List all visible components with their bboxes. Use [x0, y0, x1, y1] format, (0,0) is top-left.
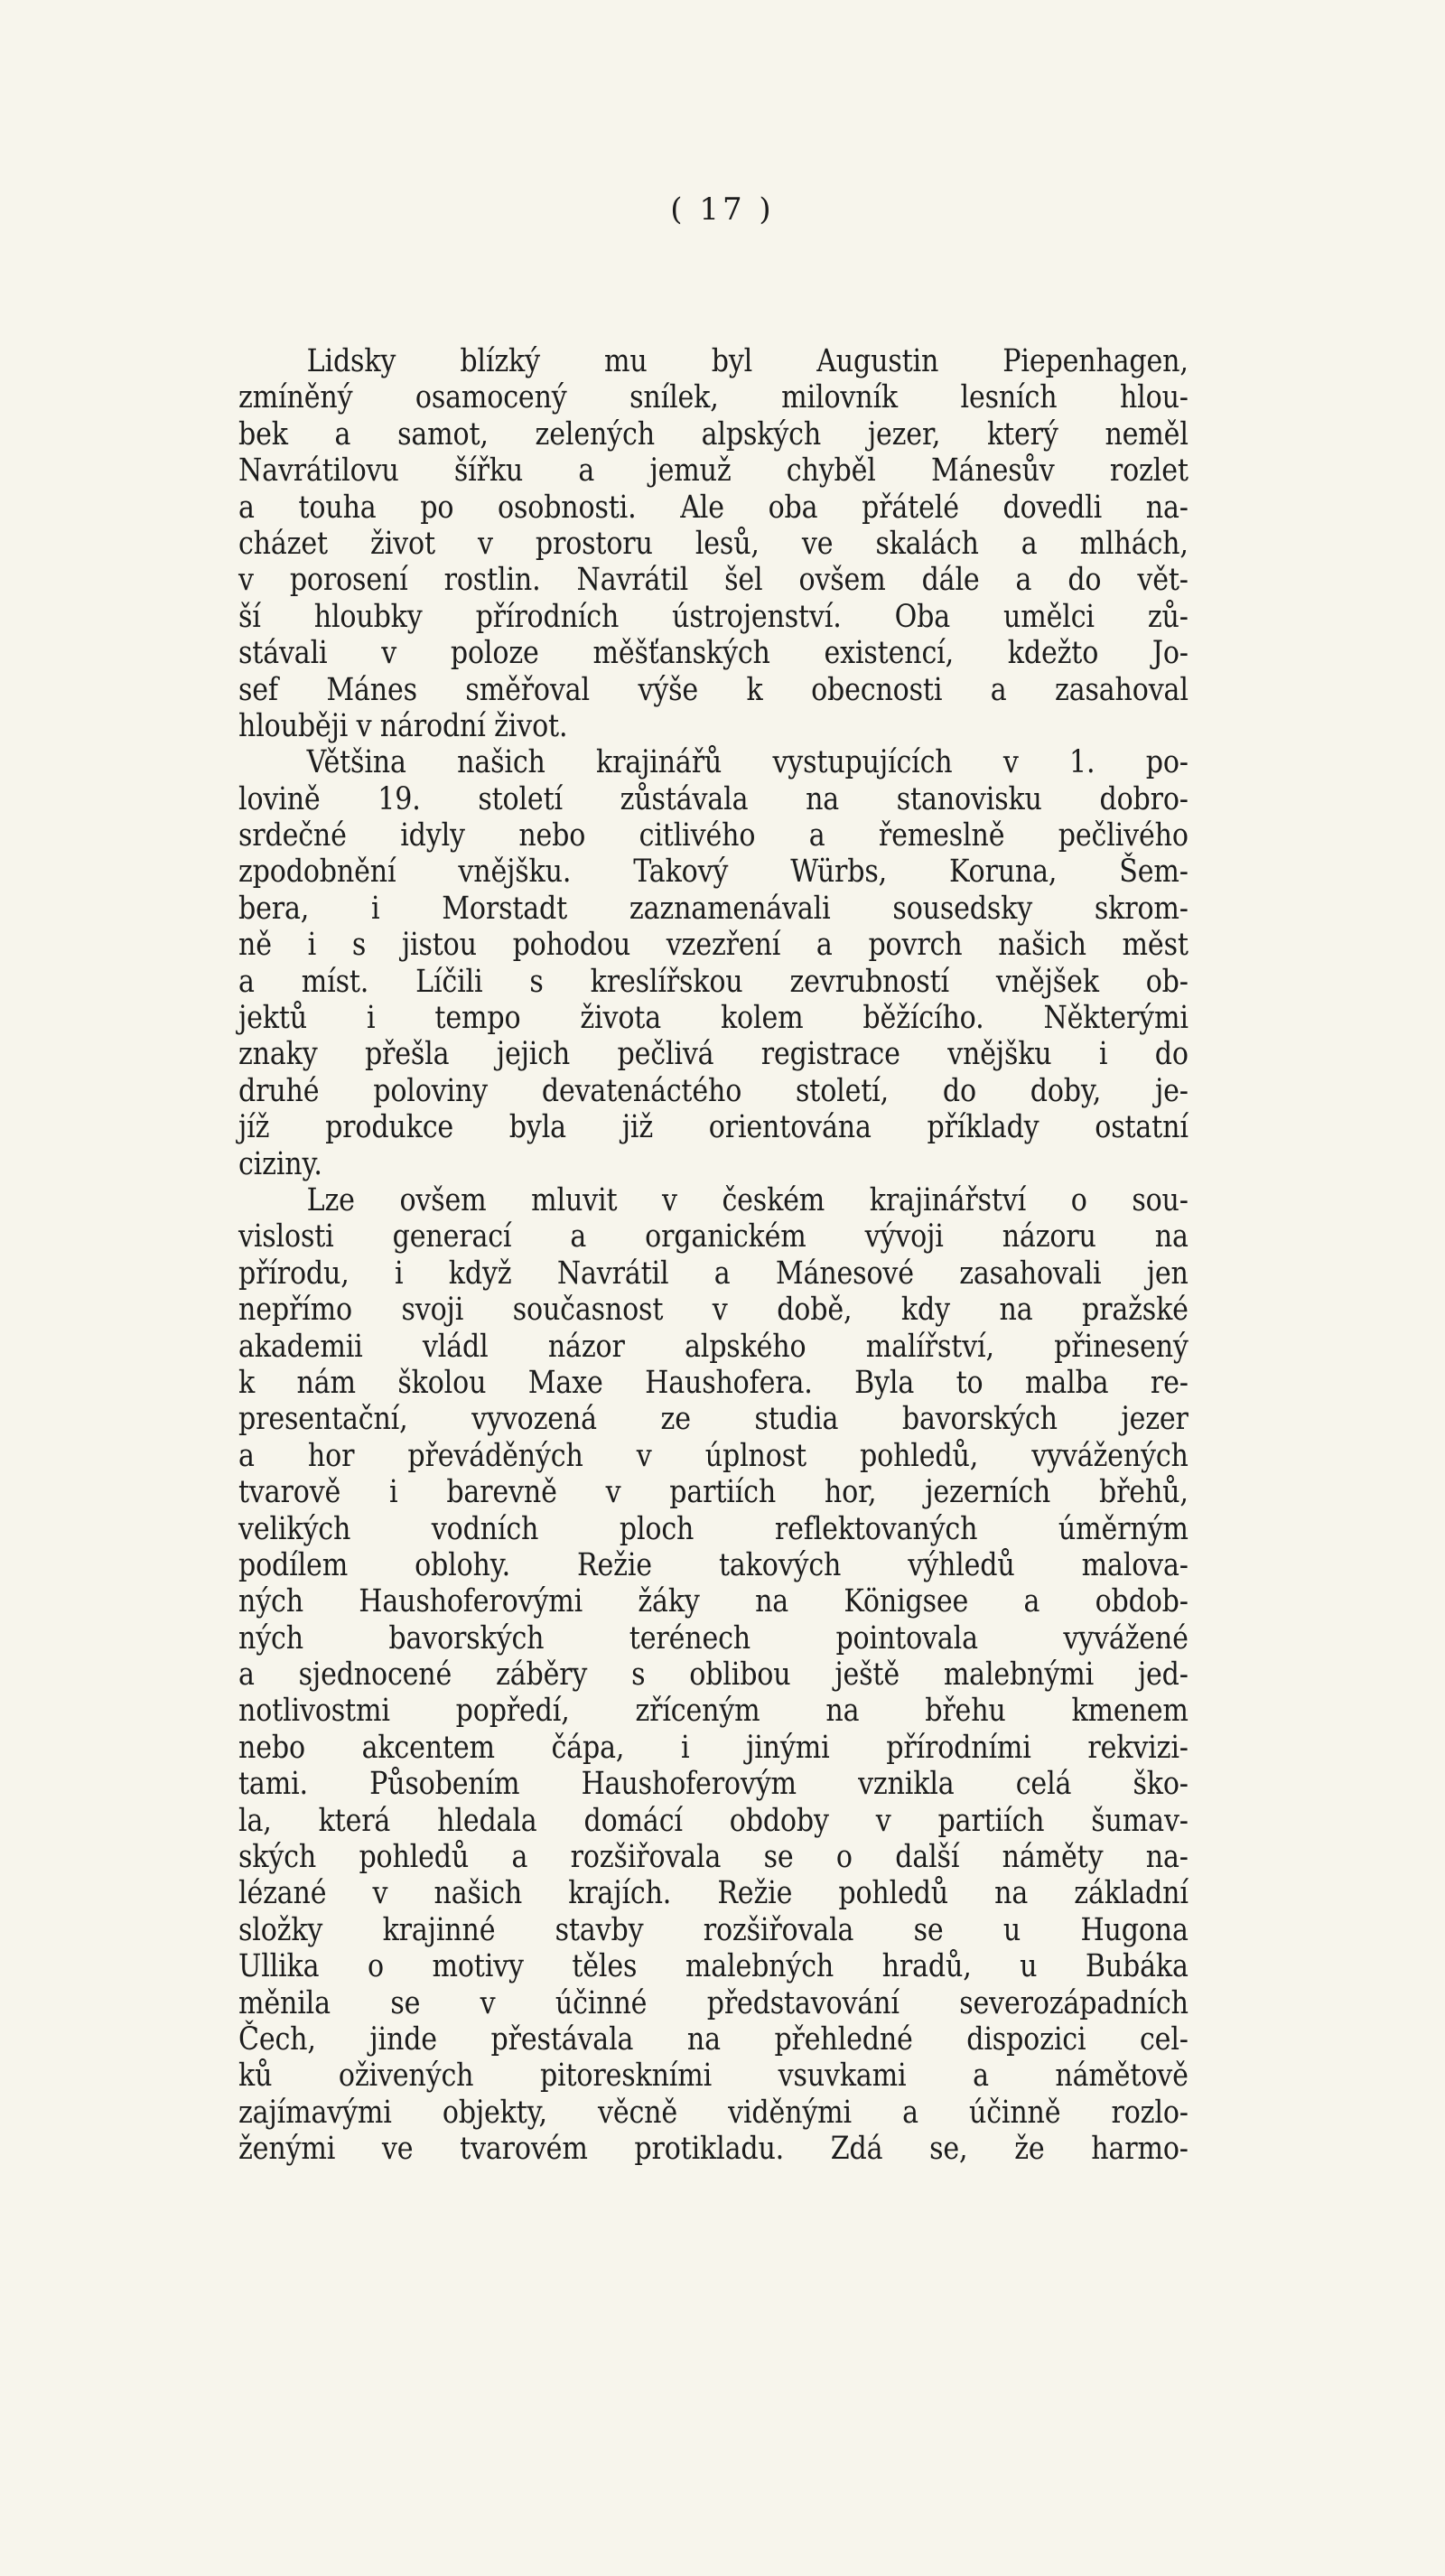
text-line: v porosení rostlin. Navrátil šel ovšem dále a do vět- [238, 562, 1189, 599]
text-line: zajímavými objekty, věcně viděnými a účinně rozlo- [238, 2094, 1189, 2131]
text-line: ných bavorských terénech pointovala vyvážené [238, 1619, 1189, 1657]
text-line: nebo akcentem čápa, i jinými přírodními rekvizi- [238, 1729, 1189, 1766]
text-line: ženými ve tvarovém protikladu. Zdá se, že harmo- [238, 2131, 1189, 2168]
text-line: a míst. Líčili s kreslířskou zevrubností vnějšek ob- [238, 963, 1189, 1000]
text-line: a touha po osobnosti. Ale oba přátelé dovedli na- [238, 489, 1189, 526]
text-line: Lze ovšem mluvit v českém krajinářství o sou- [306, 1181, 1189, 1218]
text-line: zpodobnění vnějšku. Takový Würbs, Koruna, Šem- [238, 854, 1189, 891]
text-line: ně i s jistou pohodou vzezření a povrch našich měst [238, 927, 1189, 964]
text-line: ků oživených pitoreskními vsuvkami a námětově [238, 2058, 1189, 2095]
text-line: velikých vodních ploch reflektovaných úměrným [238, 1510, 1189, 1547]
text-line: akademii vládl názor alpského malířství, přinesený [238, 1328, 1189, 1365]
text-line: a hor převáděných v úplnost pohledů, vyvážených [238, 1437, 1189, 1474]
text-line: ciziny. [238, 1145, 322, 1182]
page-number: ( 17 ) [670, 191, 775, 228]
text-line: notlivostmi popředí, zříceným na břehu kmenem [238, 1693, 1189, 1730]
text-line: ší hloubky přírodních ústrojenství. Oba umělci zů- [238, 598, 1189, 635]
text-line: přírodu, i když Navrátil a Mánesové zasahovali jen [238, 1255, 1189, 1292]
paragraph-2 [238, 744, 1189, 1182]
text-line: měnila se v účinné představování severozápadních [238, 1984, 1189, 2021]
text-line: ných Haushoferovými žáky na Königsee a obdob- [238, 1583, 1189, 1620]
paragraph-3 [238, 1182, 1189, 2168]
text-line: složky krajinné stavby rozšiřovala se u Hugona [238, 1911, 1189, 1948]
text-line: Navrátilovu šířku a jemuž chyběl Mánesův rozlet [238, 453, 1189, 490]
text-line: bek a samot, zelených alpských jezer, který neměl [238, 415, 1189, 453]
text-line: znaky přešla jejich pečlivá registrace vnějšku i do [238, 1036, 1189, 1073]
text-line: Ullika o motivy těles malebných hradů, u Bubáka [238, 1948, 1189, 1985]
text-line: jektů i tempo života kolem běžícího. Některými [238, 1000, 1189, 1037]
text-line: k nám školou Maxe Haushofera. Byla to malba re- [238, 1364, 1189, 1401]
text-line: cházet život v prostoru lesů, ve skalách a mlhách, [238, 525, 1189, 562]
text-line: hlouběji v národní život. [238, 707, 568, 744]
text-line: Lidsky blízký mu byl Augustin Piepenhagen, [306, 343, 1189, 379]
text-line: tvarově i barevně v partiích hor, jezerních břehů, [238, 1474, 1189, 1511]
body-text [238, 343, 1189, 2168]
text-line: tami. Působením Haushoferovým vznikla celá ško- [238, 1766, 1189, 1803]
paragraph-1 [238, 343, 1189, 744]
text-line: lézané v našich krajích. Režie pohledů na základní [238, 1875, 1189, 1912]
text-line: jíž produkce byla již orientována příklady ostatní [238, 1109, 1189, 1146]
text-line: bera, i Morstadt zaznamenávali sousedsky skrom- [238, 890, 1189, 927]
text-line: druhé poloviny devatenáctého století, do doby, je- [238, 1072, 1189, 1109]
text-line: ských pohledů a rozšiřovala se o další náměty na- [238, 1839, 1189, 1876]
text-line: a sjednocené záběry s oblibou ještě malebnými jed- [238, 1657, 1189, 1694]
text-line: zmíněný osamocený snílek, milovník lesních hlou- [238, 379, 1189, 416]
text-line: srdečné idyly nebo citlivého a řemeslně pečlivého [238, 817, 1189, 854]
text-line: presentační, vyvozená ze studia bavorských jezer [238, 1401, 1189, 1438]
text-line: vislosti generací a organickém vývoji názoru na [238, 1218, 1189, 1255]
text-line: la, která hledala domácí obdoby v partiích šumav- [238, 1802, 1189, 1839]
text-line: lovině 19. století zůstávala na stanovisku dobro- [238, 780, 1189, 817]
text-line: podílem oblohy. Režie takových výhledů malova- [238, 1546, 1189, 1583]
text-line: Většina našich krajinářů vystupujících v 1. po- [306, 744, 1189, 781]
text-line: stávali v poloze měšťanských existencí, kdežto Jo- [238, 635, 1189, 672]
text-line: sef Mánes směřoval výše k obecnosti a zasahoval [238, 671, 1189, 708]
text-line: Čech, jinde přestávala na přehledné dispozici cel- [238, 2021, 1189, 2058]
text-line: nepřímo svoji současnost v době, kdy na pražské [238, 1292, 1189, 1329]
